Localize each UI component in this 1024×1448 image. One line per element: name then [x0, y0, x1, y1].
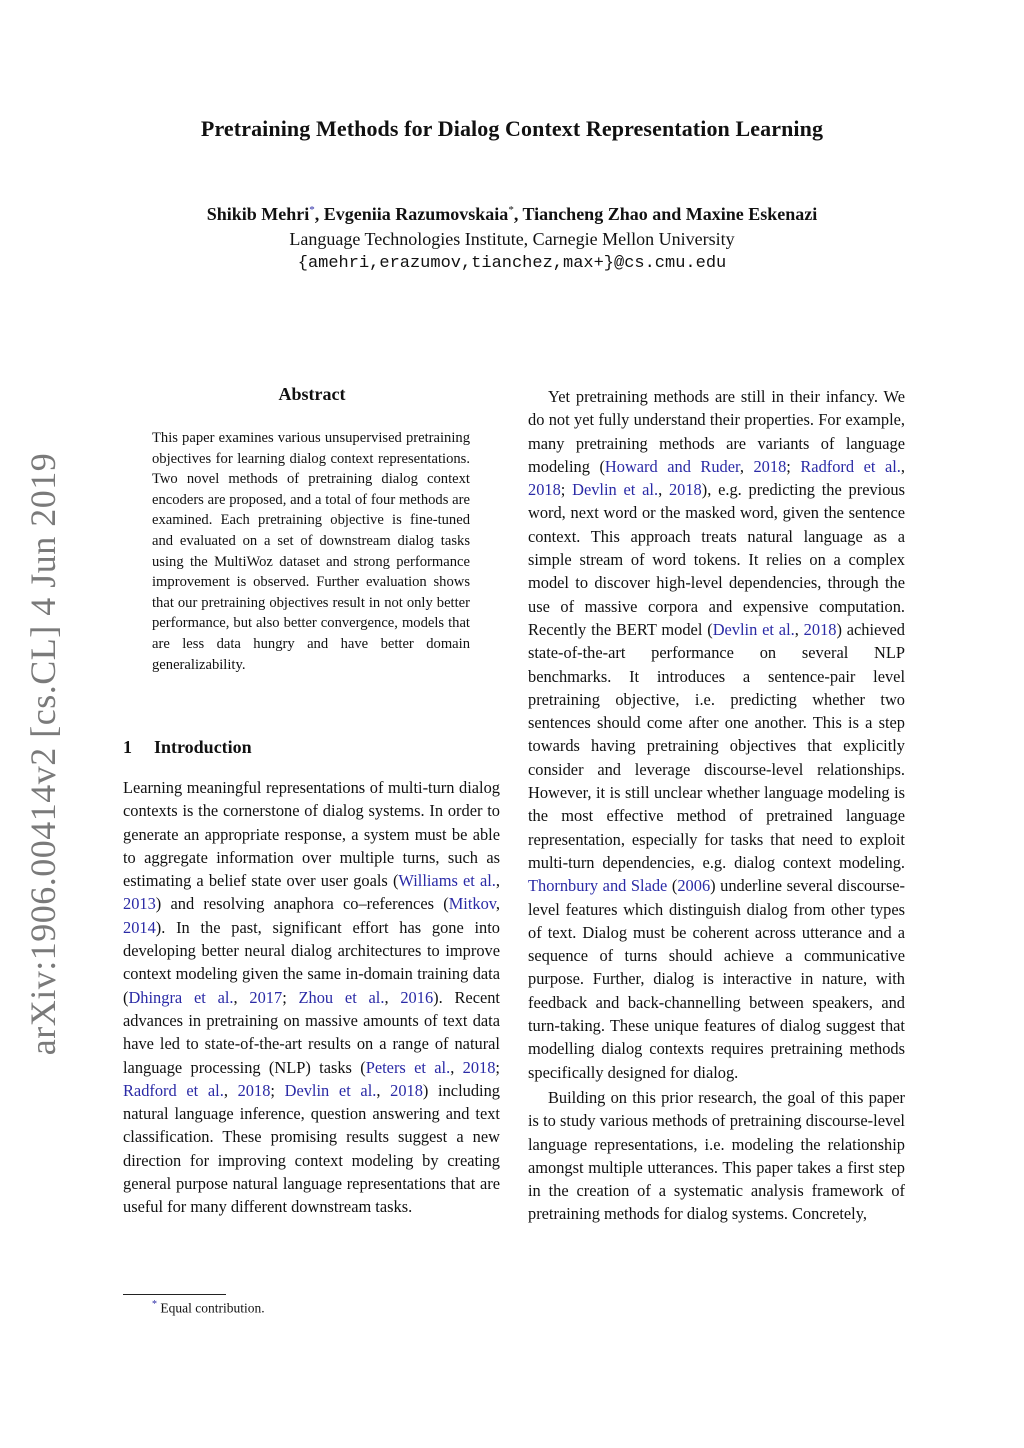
body-text: ; [282, 987, 299, 1007]
introduction-paragraph-1 [123, 776, 500, 1219]
body-text: ; [560, 480, 573, 500]
citation-link[interactable]: 2017 [249, 987, 283, 1007]
author-name: Evgeniia Razumovskaia [323, 204, 509, 224]
footnote-divider [123, 1294, 226, 1295]
citation-link[interactable]: 2018 [753, 456, 787, 476]
citation-link[interactable]: 2018 [668, 480, 702, 500]
body-text: , [794, 619, 804, 639]
body-text: Yet pretraining methods are still in their infancy. We do not yet fully understand their properties. For example, many pretraining methods are variants of language modeling ( [528, 387, 905, 476]
body-text: , [384, 987, 401, 1007]
author-name: Shikib Mehri [206, 204, 310, 224]
affiliation: Language Technologies Institute, Carnegie Mellon University [289, 229, 735, 249]
body-text: , [495, 871, 500, 891]
body-text: ; [786, 456, 801, 476]
citation-link[interactable]: Howard and Ruder [604, 456, 740, 476]
body-text: ). Recent advances in pretraining on massive amounts of text data have led to state-of-the-art results on a range of natural language processing (NLP) tasks ( [123, 987, 500, 1077]
introduction-paragraph-2 [528, 385, 905, 1084]
author-emails: {amehri,erazumov,tianchez,max+}@cs.cmu.edu [297, 254, 727, 273]
body-text: ; [270, 1080, 285, 1100]
body-text: Learning meaningful representations of multi-turn dialog contexts is the cornerstone of dialog systems. In order to generate an appropriate response, a system must be able to aggregate information over multiple turns, such as estimating a belief state over user goals ( [123, 778, 500, 891]
equal-contribution-marker[interactable]: * [309, 204, 315, 216]
citation-link[interactable]: Peters et al. [365, 1057, 451, 1077]
section-heading-introduction [123, 737, 252, 758]
section-number: 1 [123, 737, 132, 757]
body-text: ) including natural language inference, question answering and text classification. These promising results suggest a new direction for improving context modeling by creating general purpose natural language representations that are useful for many different downstream tasks. [123, 1080, 500, 1217]
citation-link[interactable]: Mitkov [448, 894, 496, 914]
paper-title: Pretraining Methods for Dialog Context Representation Learning [200, 116, 824, 141]
body-text: , [450, 1057, 463, 1077]
body-text: , [495, 894, 500, 914]
citation-link[interactable]: 2018 [803, 619, 837, 639]
author-list: Shikib Mehri*, Evgeniia Razumovskaia*, Tiancheng Zhao and Maxine Eskenazi [206, 204, 818, 224]
body-text: , [223, 1080, 238, 1100]
citation-link[interactable]: 2018 [237, 1080, 271, 1100]
abstract-body: This paper examines various unsupervised pretraining objectives for learning dialog context representations. Two novel methods of pretraining dialog context encoders are proposed, and a total of four methods are examined. Each pretraining objective is fine-tuned and evaluated on a set of downstream dialog tasks using the MultiWoz dataset and strong performance improvement is observed. Further evaluation shows that our pretraining objectives result in not only better performance, but also better convergence, models that are less data hungry and have better domain generalizability. [152, 430, 470, 673]
arxiv-identifier-stamp: arXiv:1906.00414v2 [cs.CL] 4 Jun 2019 [23, 452, 63, 1056]
citation-link[interactable]: 2018 [528, 480, 561, 500]
citation-link[interactable]: 2013 [123, 894, 156, 914]
citation-link[interactable]: Thornbury and Slade [528, 876, 668, 896]
body-text: ; [495, 1057, 500, 1077]
body-text: , [739, 456, 754, 476]
body-text: , [376, 1080, 391, 1100]
citation-link[interactable]: Dhingra et al. [128, 987, 234, 1007]
body-text: , [658, 480, 669, 500]
citation-link[interactable]: Devlin et al. [284, 1080, 377, 1100]
citation-link[interactable]: 2018 [390, 1080, 423, 1100]
body-text: , [900, 456, 905, 476]
right-column [528, 385, 905, 1226]
body-text: ), e.g. predicting the previous word, next word or the masked word, given the sentence context. This approach treats natural language as a simple stream of word tokens. It relies on a complex model to discover high-level dependencies, through the use of massive corpora and expensive computation. Recently the BERT model ( [528, 480, 906, 639]
footnote-marker: * [152, 1299, 157, 1310]
citation-link[interactable]: 2014 [123, 917, 156, 937]
equal-contribution-marker: * [508, 204, 514, 216]
citation-link[interactable]: Devlin et al. [572, 480, 659, 500]
citation-link[interactable]: 2006 [677, 876, 711, 896]
citation-link[interactable]: Radford et al. [800, 456, 901, 476]
body-text: ) underline several discourse-level features which distinguish dialog from other types of text. Dialog must be coherent across utterance and a sequence of turns should achieve a communicative purpose. Further, dialog is interactive in nature, with feedback and back-channelling between speakers, and turn-taking. These unique features of dialog suggest that modelling dialog contexts requires pretraining methods specifically designed for dialog. [528, 876, 905, 1082]
body-text: ) and resolving anaphora co–references ( [155, 894, 449, 914]
body-text: ). In the past, significant effort has gone into developing better neural dialog architectures to improve context modeling given the same in-domain training data ( [123, 917, 500, 1007]
abstract-heading: Abstract [278, 384, 346, 404]
citation-link[interactable]: Zhou et al. [298, 987, 385, 1007]
author-name: Tiancheng Zhao and Maxine Eskenazi [522, 204, 818, 224]
footnote [152, 1299, 265, 1317]
body-text: , [233, 987, 250, 1007]
introduction-paragraph-3: Building on this prior research, the goal of this paper is to study various methods of pretraining discourse-level language representations, i.e. modeling the relationship amongst multiple utterances. This paper takes a first step in the creation of a systematic analysis framework of pretraining methods for dialog systems. Concretely, [528, 1087, 905, 1224]
body-text: ) achieved state-of-the-art performance on several NLP benchmarks. It introduces a sentence-pair level pretraining objective, i.e. predicting whether two sentences should come after one another. This is a step towards having pretraining objectives that explicitly consider and leverage discourse-level relationships. However, it is still unclear whether language modeling is the most effective method of pretrained language representation, especially for tasks that need to exploit multi-turn dependencies, e.g. dialog context modeling. [528, 619, 905, 872]
section-title: Introduction [154, 737, 252, 757]
body-text: ( [667, 876, 678, 896]
citation-link[interactable]: Radford et al. [123, 1080, 224, 1100]
citation-link[interactable]: Williams et al. [398, 871, 496, 891]
citation-link[interactable]: Devlin et al. [712, 619, 795, 639]
footnote-text: Equal contribution. [157, 1300, 265, 1316]
citation-link[interactable]: 2018 [462, 1057, 496, 1077]
citation-link[interactable]: 2016 [400, 987, 434, 1007]
